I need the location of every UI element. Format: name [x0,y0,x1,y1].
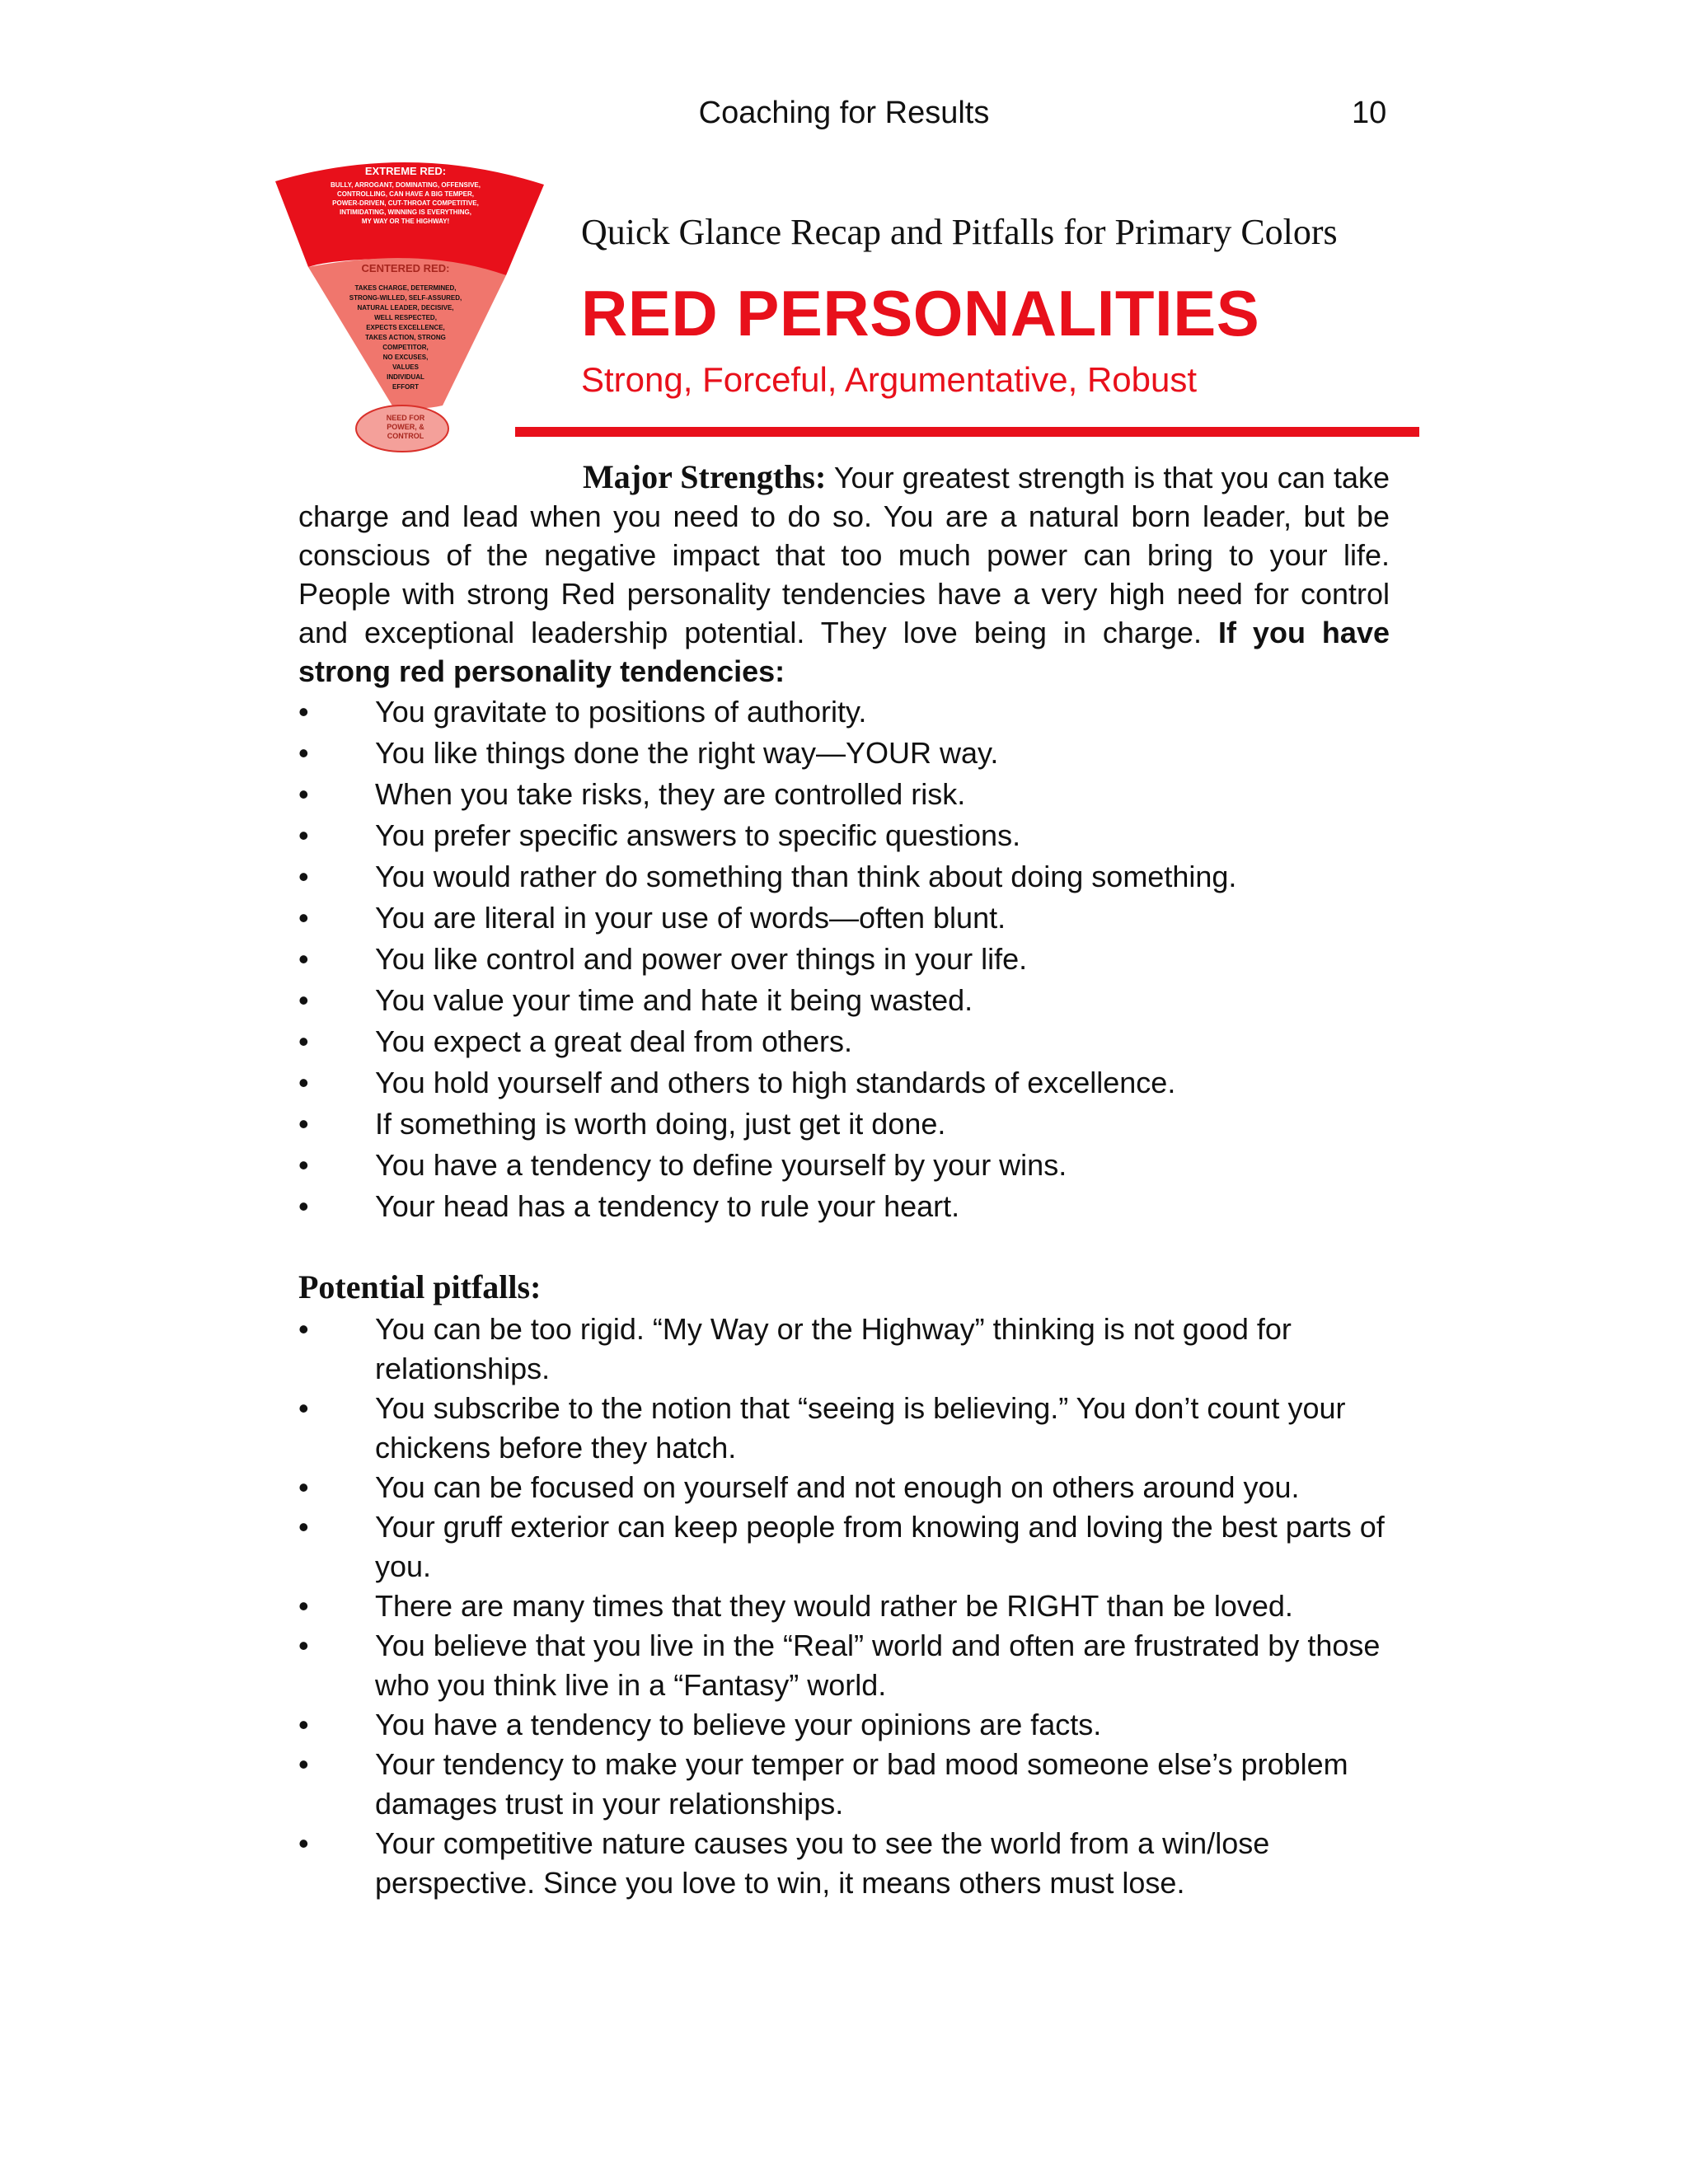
red-personality-funnel-graphic [265,150,546,462]
bullet-icon: • [298,695,309,729]
bullet-icon: • [298,736,309,770]
list-item-text: You value your time and hate it being wasted. [375,983,973,1017]
strength-list-item [298,1062,1403,1104]
pitfall-list-item [298,1310,1403,1389]
centered-red-trait-line: TAKES ACTION, STRONG [365,334,446,341]
list-item-text: You like control and power over things in your life. [375,942,1028,976]
strength-list-item [298,856,1403,898]
extreme-red-label: EXTREME RED: [364,165,447,177]
bullet-icon: • [298,1589,309,1623]
bullet-icon: • [298,901,309,935]
bullet-icon: • [298,1747,309,1781]
major-strengths-label: Major Strengths: [583,458,827,495]
list-item-text: You like things done the right way—YOUR way. [375,736,999,770]
list-item-text: You would rather do something than think about doing something. [375,860,1237,893]
bullet-icon: • [298,1629,309,1662]
pitfall-list-item [298,1389,1403,1468]
extreme-red-trait-line: CONTROLLING, CAN HAVE A BIG TEMPER, [337,190,474,198]
centered-red-trait-line: NATURAL LEADER, DECISIVE, [357,304,454,312]
bullet-icon: • [298,860,309,893]
page-number: 10 [1352,96,1387,130]
strength-list-item [298,1186,1403,1227]
bullet-icon: • [298,983,309,1017]
pitfalls-heading: Potential pitfalls: [298,1268,542,1305]
bullet-icon: • [298,1024,309,1058]
strength-list-item [298,774,1403,815]
pitfalls-bullet-list [298,1310,1403,1903]
bullet-icon: • [298,1470,309,1504]
major-strengths-text: Your greatest strength is that you can take charge and lead when you need to do so. You are a natural born leader, but be conscious of the negative impact that too much power can bring to your life. People with strong Red personality tendencies have a very high need for control and exceptional leadership potential. They love being in charge. [298,461,1390,649]
list-item-text: You gravitate to positions of authority. [375,695,867,729]
list-item-text: You can be focused on yourself and not enough on others around you. [375,1470,1300,1504]
centered-red-trait-line: TAKES CHARGE, DETERMINED, [354,284,457,292]
strength-list-item [298,1145,1403,1186]
bullet-icon: • [298,1510,309,1544]
running-header-title: Coaching for Results [698,96,990,130]
list-item-text: Your tendency to make your temper or bad mood someone else’s problem damages trust in your relationships. [375,1747,1348,1821]
extreme-red-trait-line: MY WAY OR THE HIGHWAY! [361,218,450,225]
pitfall-list-item [298,1745,1403,1824]
main-heading: RED PERSONALITIES [581,277,1260,349]
extreme-red-trait-line: BULLY, ARROGANT, DOMINATING, OFFENSIVE, [331,181,481,189]
strength-list-item [298,939,1403,980]
list-item-text: You subscribe to the notion that “seeing is believing.” You don’t count your chickens before they hatch. [375,1391,1346,1465]
list-item-text: Your competitive nature causes you to see the world from a win/lose perspective. Since you love to win, it means others must lose. [375,1826,1270,1900]
strength-list-item [298,815,1403,856]
list-item-text: You expect a great deal from others. [375,1024,853,1058]
pitfall-list-item [298,1468,1403,1507]
strength-list-item [298,691,1403,733]
bullet-icon: • [298,1066,309,1099]
strength-list-item [298,1021,1403,1062]
list-item-text: You can be too rigid. “My Way or the Highway” thinking is not good for relationships. [375,1312,1292,1385]
recap-title: Quick Glance Recap and Pitfalls for Primary Colors [581,212,1338,252]
centered-red-trait-line: VALUES [392,363,419,371]
bullet-icon: • [298,777,309,811]
strength-list-item [298,1104,1403,1145]
centered-red-trait-line: NO EXCUSES, [382,354,429,361]
bullet-icon: • [298,942,309,976]
strength-list-item [298,733,1403,774]
list-item-text: Your head has a tendency to rule your heart. [375,1189,960,1223]
bullet-icon: • [298,1391,309,1425]
list-item-text: You hold yourself and others to high standards of excellence. [375,1066,1176,1099]
list-item-text: You believe that you live in the “Real” world and often are frustrated by those who you think live in a “Fantasy” world. [375,1629,1381,1702]
strengths-bullet-list [298,691,1403,1227]
extreme-red-trait-line: INTIMIDATING, WINNING IS EVERYTHING, [340,209,471,216]
list-item-text: You have a tendency to believe your opinions are facts. [375,1708,1102,1741]
major-strengths-paragraph [298,457,1390,691]
centered-red-label: CENTERED RED: [361,262,450,274]
strength-list-item [298,980,1403,1021]
strength-list-item [298,898,1403,939]
list-item-text: You have a tendency to define yourself by your wins. [375,1148,1067,1182]
centered-red-trait-line: INDIVIDUAL [387,373,424,381]
centered-red-trait-line: WELL RESPECTED, [374,314,437,321]
core-need-line: NEED FOR [386,414,425,422]
centered-red-trait-line: EXPECTS EXCELLENCE, [366,324,445,331]
core-need-line: POWER, & [387,423,424,431]
bullet-icon: • [298,1189,309,1223]
bullet-icon: • [298,1107,309,1141]
core-need-line: CONTROL [387,432,424,440]
centered-red-trait-line: EFFORT [392,383,419,391]
list-item-text: You are literal in your use of words—often blunt. [375,901,1006,935]
main-subheading: Strong, Forceful, Argumentative, Robust [581,360,1198,399]
list-item-text: When you take risks, they are controlled risk. [375,777,966,811]
major-strengths-bold-text: If you have strong red personality tendencies: [298,616,1390,688]
title-block [581,211,1405,400]
extreme-red-trait-line: POWER-DRIVEN, CUT-THROAT COMPETITIVE, [332,199,479,207]
red-divider-rule [515,427,1419,437]
bullet-icon: • [298,1312,309,1346]
pitfall-list-item [298,1586,1403,1626]
centered-red-trait-line: STRONG-WILLED, SELF-ASSURED, [349,294,462,302]
pitfall-list-item [298,1824,1403,1903]
list-item-text: If something is worth doing, just get it done. [375,1107,946,1141]
bullet-icon: • [298,1826,309,1860]
list-item-text: Your gruff exterior can keep people from knowing and loving the best parts of you. [375,1510,1385,1583]
pitfall-list-item [298,1705,1403,1745]
bullet-icon: • [298,1148,309,1182]
bullet-icon: • [298,1708,309,1741]
bullet-icon: • [298,818,309,852]
pitfall-list-item [298,1626,1403,1705]
list-item-text: You prefer specific answers to specific questions. [375,818,1021,852]
pitfall-list-item [298,1507,1403,1586]
list-item-text: There are many times that they would rather be RIGHT than be loved. [375,1589,1293,1623]
centered-red-trait-line: COMPETITOR, [382,344,429,351]
